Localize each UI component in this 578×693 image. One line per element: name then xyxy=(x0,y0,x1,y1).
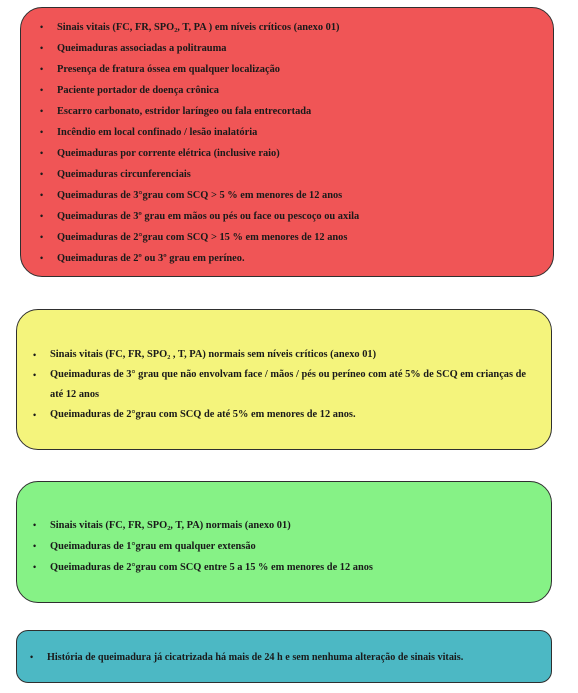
list-item: • Queimaduras de 3º grau em mãos ou pés ou face ou pescoço ou axila xyxy=(37,206,553,227)
bullet-icon: • xyxy=(30,652,34,662)
list-item: • Queimaduras de 2º ou 3º grau em períneo. xyxy=(37,248,553,269)
green-criteria-list xyxy=(30,515,551,578)
list-item: • Queimaduras associadas a politrauma xyxy=(37,38,553,59)
list-item: • Paciente portador de doença crônica xyxy=(37,80,553,101)
bullet-icon: • xyxy=(40,106,44,116)
list-item: • Queimaduras de 3° grau que não envolvam face / mãos / pés ou períneo com até 5% de SCQ em crianças de até 12 anos xyxy=(30,365,551,405)
bullet-icon: • xyxy=(40,22,44,32)
bullet-icon: • xyxy=(33,520,37,530)
bullet-icon: • xyxy=(33,350,37,360)
bullet-icon: • xyxy=(33,370,37,380)
bullet-icon: • xyxy=(40,253,44,263)
yellow-priority-box xyxy=(16,309,552,450)
bullet-icon: • xyxy=(33,562,37,572)
bullet-icon: • xyxy=(33,541,37,551)
red-priority-box xyxy=(20,7,554,277)
list-item: • Sinais vitais (FC, FR, SPO₂ , T, PA) normais sem níveis críticos (anexo 01) xyxy=(30,345,551,365)
bullet-icon: • xyxy=(40,169,44,179)
blue-priority-box xyxy=(16,630,552,683)
list-item: • Queimaduras de 3°grau com SCQ > 5 % em menores de 12 anos xyxy=(37,185,553,206)
list-item: • Sinais vitais (FC, FR, SPO₂, T, PA) normais (anexo 01) xyxy=(30,515,551,536)
list-item: • Queimaduras de 2°grau com SCQ > 15 % em menores de 12 anos xyxy=(37,227,553,248)
list-item: • História de queimadura já cicatrizada há mais de 24 h e sem nenhuma alteração de sinais vitais. xyxy=(27,647,551,668)
bullet-icon: • xyxy=(40,64,44,74)
bullet-icon: • xyxy=(33,410,37,420)
green-priority-box xyxy=(16,481,552,603)
list-item: • Queimaduras de 2°grau com SCQ de até 5% em menores de 12 anos. xyxy=(30,405,551,425)
bullet-icon: • xyxy=(40,211,44,221)
list-item: • Presença de fratura óssea em qualquer localização xyxy=(37,59,553,80)
list-item: • Sinais vitais (FC, FR, SPO₂, T, PA ) em níveis críticos (anexo 01) xyxy=(37,17,553,38)
bullet-icon: • xyxy=(40,127,44,137)
yellow-criteria-list xyxy=(30,345,551,425)
bullet-icon: • xyxy=(40,148,44,158)
bullet-icon: • xyxy=(40,232,44,242)
bullet-icon: • xyxy=(40,43,44,53)
list-item: • Queimaduras circunferenciais xyxy=(37,164,553,185)
list-item: • Incêndio em local confinado / lesão inalatória xyxy=(37,122,553,143)
red-criteria-list xyxy=(37,17,553,269)
bullet-icon: • xyxy=(40,85,44,95)
bullet-icon: • xyxy=(40,190,44,200)
list-item: • Queimaduras por corrente elétrica (inclusive raio) xyxy=(37,143,553,164)
list-item: • Escarro carbonato, estridor laríngeo ou fala entrecortada xyxy=(37,101,553,122)
blue-criteria-list xyxy=(27,647,551,668)
list-item: • Queimaduras de 2°grau com SCQ entre 5 a 15 % em menores de 12 anos xyxy=(30,557,551,578)
list-item: • Queimaduras de 1°grau em qualquer extensão xyxy=(30,536,551,557)
